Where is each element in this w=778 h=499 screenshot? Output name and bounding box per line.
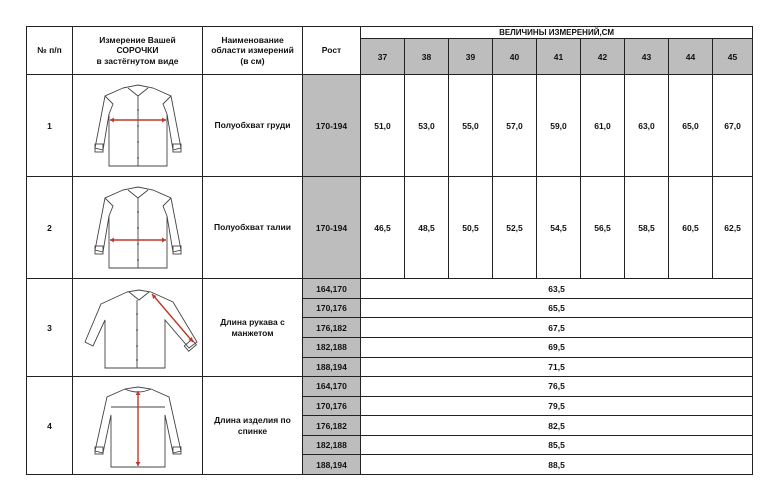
height-range: 188,194 bbox=[303, 357, 361, 377]
measure-value: 48,5 bbox=[405, 177, 449, 279]
row-number: 3 bbox=[27, 279, 73, 377]
table-row bbox=[27, 377, 753, 397]
header-measure bbox=[73, 27, 203, 75]
header-measure-line-1: Измерение Вашей bbox=[99, 34, 176, 45]
height-range: 170-194 bbox=[303, 75, 361, 177]
measure-value: 51,0 bbox=[361, 75, 405, 177]
size-chart-table bbox=[26, 26, 753, 475]
height-range: 182,188 bbox=[303, 337, 361, 357]
header-area bbox=[203, 27, 303, 75]
height-range: 164,170 bbox=[303, 279, 361, 299]
measure-value: 52,5 bbox=[493, 177, 537, 279]
measure-value: 69,5 bbox=[361, 337, 753, 357]
measure-value: 58,5 bbox=[625, 177, 669, 279]
measure-value: 60,5 bbox=[669, 177, 713, 279]
measure-value: 56,5 bbox=[581, 177, 625, 279]
row-number: 2 bbox=[27, 177, 73, 279]
measure-value: 67,5 bbox=[361, 318, 753, 338]
size-header: 44 bbox=[669, 39, 713, 75]
size-header: 42 bbox=[581, 39, 625, 75]
measure-value: 63,0 bbox=[625, 75, 669, 177]
header-area-line-2: области измерений bbox=[211, 45, 294, 56]
size-header: 37 bbox=[361, 39, 405, 75]
height-range: 170,176 bbox=[303, 298, 361, 318]
header-area-line-3: (в см) bbox=[240, 56, 265, 66]
measure-value: 76,5 bbox=[361, 377, 753, 397]
header-measure-line-2: СОРОЧКИ bbox=[116, 45, 159, 56]
measure-name: Длина рукава с манжетом bbox=[203, 279, 303, 377]
height-range: 164,170 bbox=[303, 377, 361, 397]
measure-value: 63,5 bbox=[361, 279, 753, 299]
measure-value: 62,5 bbox=[713, 177, 753, 279]
shirt-back-icon bbox=[73, 377, 203, 475]
measure-name: Полуобхват талии bbox=[203, 177, 303, 279]
measure-value: 65,5 bbox=[361, 298, 753, 318]
measure-value: 82,5 bbox=[361, 416, 753, 436]
size-header: 40 bbox=[493, 39, 537, 75]
measure-value: 85,5 bbox=[361, 435, 753, 455]
measure-value: 65,0 bbox=[669, 75, 713, 177]
shirt-sleeve-icon bbox=[73, 279, 203, 377]
height-range: 170,176 bbox=[303, 396, 361, 416]
header-num: № п/п bbox=[27, 27, 73, 75]
measure-value: 61,0 bbox=[581, 75, 625, 177]
height-range: 188,194 bbox=[303, 455, 361, 475]
shirt-waist-icon bbox=[73, 177, 203, 279]
measure-value: 50,5 bbox=[449, 177, 493, 279]
table-row bbox=[27, 177, 753, 279]
measure-value: 55,0 bbox=[449, 75, 493, 177]
measure-value: 53,0 bbox=[405, 75, 449, 177]
measure-value: 88,5 bbox=[361, 455, 753, 475]
row-number: 1 bbox=[27, 75, 73, 177]
measure-value: 46,5 bbox=[361, 177, 405, 279]
measure-value: 59,0 bbox=[537, 75, 581, 177]
measure-value: 57,0 bbox=[493, 75, 537, 177]
height-range: 182,188 bbox=[303, 435, 361, 455]
measure-value: 67,0 bbox=[713, 75, 753, 177]
size-header: 45 bbox=[713, 39, 753, 75]
header-sizes-title: ВЕЛИЧИНЫ ИЗМЕРЕНИЙ,СМ bbox=[361, 27, 753, 39]
measure-value: 54,5 bbox=[537, 177, 581, 279]
height-range: 170-194 bbox=[303, 177, 361, 279]
size-header: 41 bbox=[537, 39, 581, 75]
header-height: Рост bbox=[303, 27, 361, 75]
header-measure-line-3: в застёгнутом виде bbox=[96, 56, 179, 66]
size-header: 43 bbox=[625, 39, 669, 75]
height-range: 176,182 bbox=[303, 416, 361, 436]
header-area-line-1: Наименование bbox=[221, 34, 284, 45]
measure-value: 71,5 bbox=[361, 357, 753, 377]
table-row bbox=[27, 279, 753, 299]
height-range: 176,182 bbox=[303, 318, 361, 338]
measure-name: Длина изделия по спинке bbox=[203, 377, 303, 475]
size-header: 39 bbox=[449, 39, 493, 75]
row-number: 4 bbox=[27, 377, 73, 475]
shirt-chest-icon bbox=[73, 75, 203, 177]
table-row bbox=[27, 75, 753, 177]
measure-name: Полуобхват груди bbox=[203, 75, 303, 177]
size-header: 38 bbox=[405, 39, 449, 75]
measure-value: 79,5 bbox=[361, 396, 753, 416]
